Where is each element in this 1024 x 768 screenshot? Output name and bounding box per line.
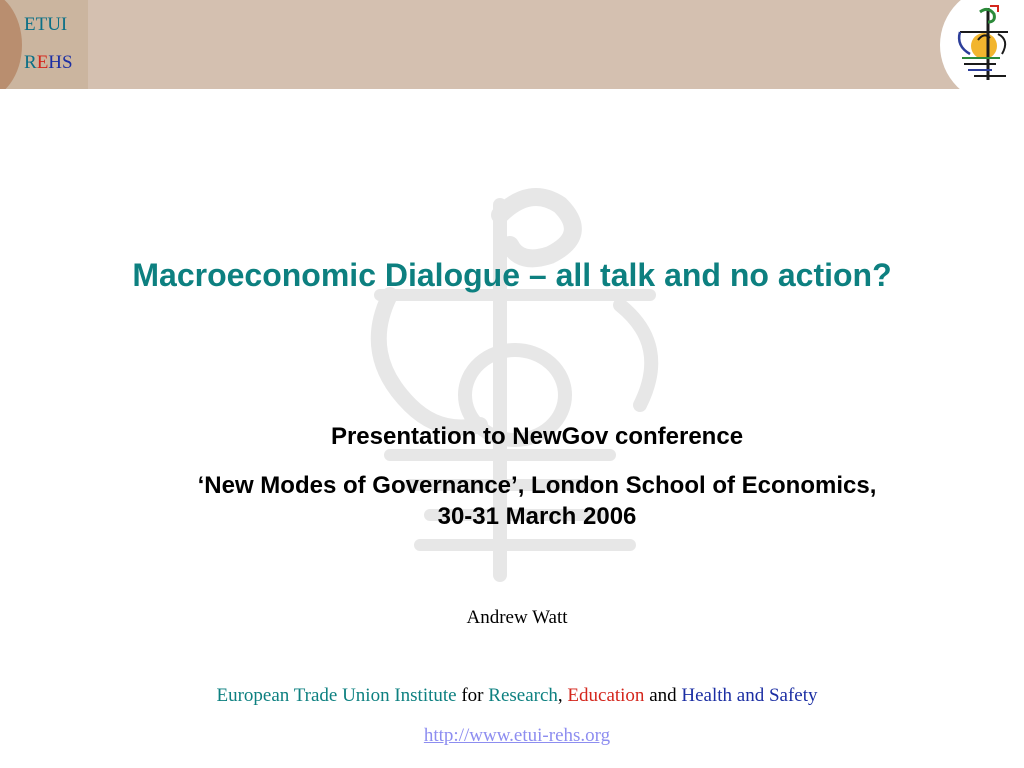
author-name: Andrew Watt (466, 607, 568, 628)
rehs-r: R (24, 52, 37, 73)
header-logo-tab (0, 0, 88, 89)
institute-name: European Trade Union Institute (216, 685, 457, 706)
header-bar (0, 0, 1024, 89)
etui-logo-text: ETUI (24, 14, 68, 35)
header-arc (0, 0, 22, 89)
institute-and: and (649, 685, 677, 706)
rehs-logo-text (24, 52, 73, 74)
institute-education: Education (567, 685, 645, 706)
website-link[interactable]: http://www.etui-rehs.org (423, 725, 611, 746)
url-line (0, 725, 1024, 747)
etui-emblem-icon (950, 2, 1020, 84)
institute-line (0, 685, 1024, 707)
rehs-e: E (36, 52, 49, 73)
slide-subtitle-conference: ‘New Modes of Governance’, London School of Economics, 30-31 March 2006 (197, 472, 877, 530)
institute-for: for (461, 685, 484, 706)
rehs-hs: HS (48, 52, 73, 73)
slide-subtitle-event: Presentation to NewGov conference (330, 423, 744, 450)
institute-research: Research (488, 685, 558, 706)
institute-health-safety: Health and Safety (681, 685, 818, 706)
slide-title: Macroeconomic Dialogue – all talk and no action? (132, 257, 892, 293)
institute-comma: , (557, 685, 563, 706)
